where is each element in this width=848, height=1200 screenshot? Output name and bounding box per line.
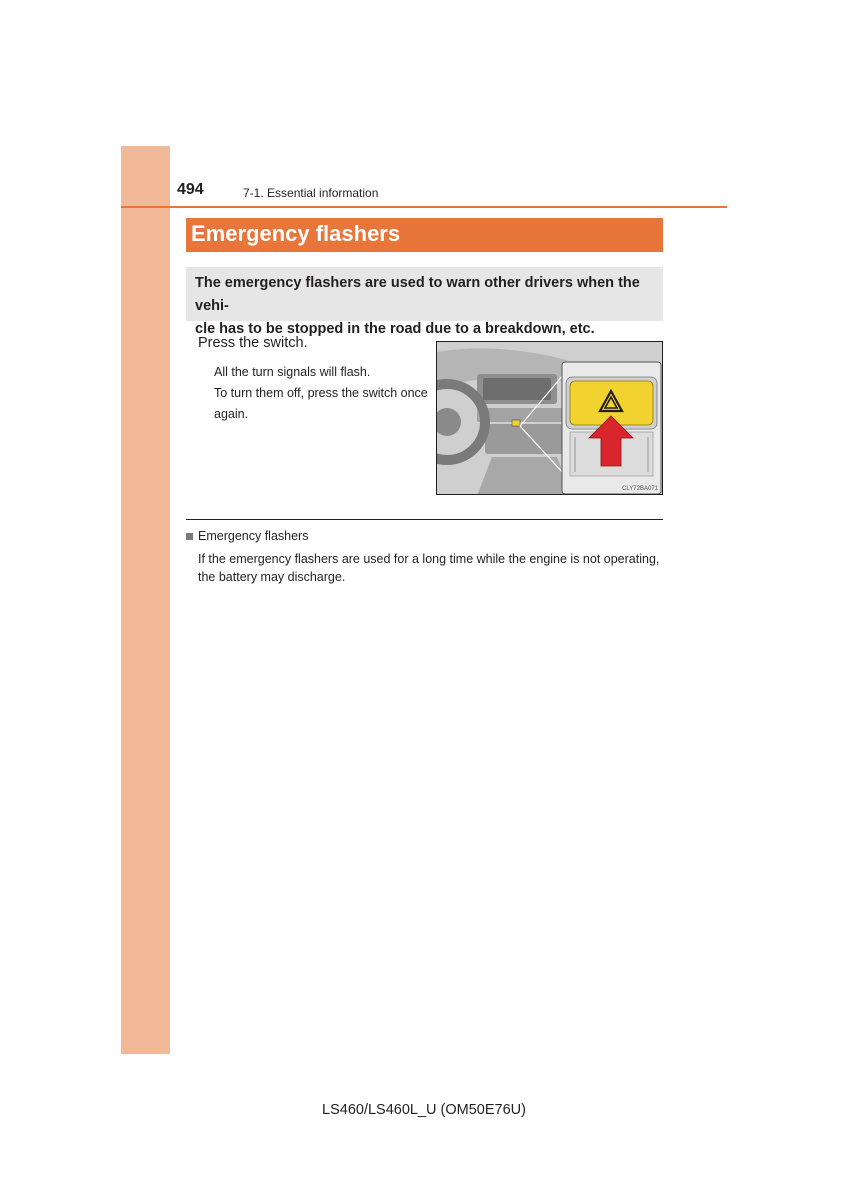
page-title: Emergency flashers: [186, 218, 663, 252]
intro-line-1: The emergency flashers are used to warn other drivers when the vehi-: [195, 275, 640, 314]
footer-model-code: LS460/LS460L_U (OM50E76U): [322, 1102, 526, 1118]
instruction-sub-line: To turn them off, press the switch once: [214, 386, 428, 400]
instruction-sub: [214, 362, 428, 425]
note-body-line: the battery may discharge.: [198, 570, 346, 584]
dashboard-illustration: [436, 341, 663, 495]
note-body-line: If the emergency flashers are used for a long time while the engine is not operating,: [198, 552, 660, 566]
illustration-code: CLY72BA071: [622, 486, 658, 492]
note-heading-text: Emergency flashers: [198, 529, 309, 543]
section-label: 7-1. Essential information: [243, 186, 379, 200]
instruction-sub-line: again.: [214, 407, 249, 421]
instruction-sub-line: All the turn signals will flash.: [214, 365, 371, 379]
instruction-main: Press the switch.: [198, 335, 308, 351]
header-rule: [121, 206, 727, 208]
dashboard-drawing: [437, 342, 663, 495]
page-number: 494: [177, 181, 204, 198]
note-heading: [186, 529, 308, 543]
chapter-side-tab: [121, 146, 170, 1054]
intro-line-2: cle has to be stopped in the road due to a breakdown, etc.: [195, 321, 595, 337]
note-body: [198, 550, 664, 586]
square-bullet-icon: [186, 533, 193, 540]
intro-box: [186, 267, 663, 337]
note-divider: [186, 519, 663, 520]
